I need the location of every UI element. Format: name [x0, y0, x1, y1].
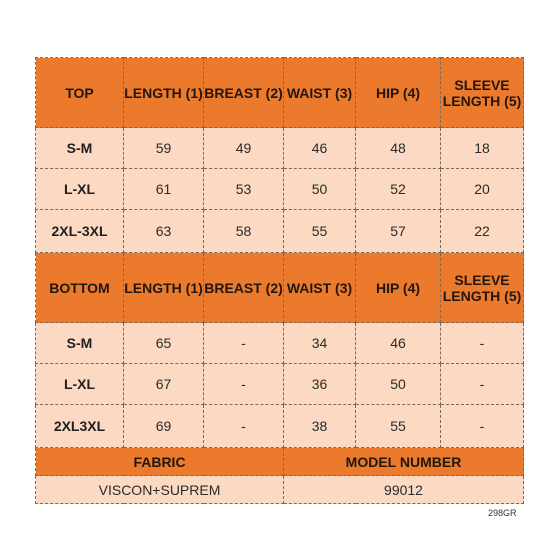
column-header-length: LENGTH (1): [124, 253, 204, 323]
model-number-label: MODEL NUMBER: [284, 448, 524, 476]
cell-value: -: [204, 323, 284, 364]
cell-value: 46: [284, 128, 356, 169]
cell-value: 50: [356, 364, 441, 405]
cell-value: 55: [356, 405, 441, 448]
table-row: [36, 364, 524, 405]
top-header-row: [36, 58, 524, 128]
cell-value: 20: [441, 169, 524, 210]
cell-value: -: [441, 364, 524, 405]
cell-value: 34: [284, 323, 356, 364]
table-row: [36, 405, 524, 448]
cell-value: 58: [204, 210, 284, 253]
cell-value: 53: [204, 169, 284, 210]
cell-value: -: [441, 405, 524, 448]
column-header-hip: HIP (4): [356, 253, 441, 323]
cell-value: 18: [441, 128, 524, 169]
size-label: S-M: [36, 128, 124, 169]
column-header-hip: HIP (4): [356, 58, 441, 128]
size-table: [35, 57, 524, 504]
cell-value: 52: [356, 169, 441, 210]
section-label-bottom: BOTTOM: [36, 253, 124, 323]
product-code: 298GR: [488, 508, 517, 518]
column-header-waist: WAIST (3): [284, 58, 356, 128]
cell-value: 61: [124, 169, 204, 210]
cell-value: -: [441, 323, 524, 364]
cell-value: 38: [284, 405, 356, 448]
column-header-breast: BREAST (2): [204, 253, 284, 323]
column-header-length: LENGTH (1): [124, 58, 204, 128]
column-header-sleeve-length: SLEEVE LENGTH (5): [441, 253, 524, 323]
cell-value: 48: [356, 128, 441, 169]
size-label: 2XL3XL: [36, 405, 124, 448]
table-row: [36, 128, 524, 169]
cell-value: 46: [356, 323, 441, 364]
fabric-label: FABRIC: [36, 448, 284, 476]
size-label: L-XL: [36, 364, 124, 405]
cell-value: 55: [284, 210, 356, 253]
cell-value: 63: [124, 210, 204, 253]
column-header-sleeve-length: SLEEVE LENGTH (5): [441, 58, 524, 128]
table-row: [36, 169, 524, 210]
cell-value: 65: [124, 323, 204, 364]
cell-value: 67: [124, 364, 204, 405]
fabric-value: VISCON+SUPREM: [36, 476, 284, 504]
cell-value: 69: [124, 405, 204, 448]
size-label: S-M: [36, 323, 124, 364]
cell-value: -: [204, 364, 284, 405]
table-row: [36, 210, 524, 253]
footer-header-row: [36, 448, 524, 476]
model-number-value: 99012: [284, 476, 524, 504]
column-header-waist: WAIST (3): [284, 253, 356, 323]
size-label: L-XL: [36, 169, 124, 210]
size-label: 2XL-3XL: [36, 210, 124, 253]
size-chart: [35, 57, 523, 504]
cell-value: 50: [284, 169, 356, 210]
column-header-breast: BREAST (2): [204, 58, 284, 128]
section-label-top: TOP: [36, 58, 124, 128]
cell-value: 36: [284, 364, 356, 405]
cell-value: 22: [441, 210, 524, 253]
bottom-header-row: [36, 253, 524, 323]
cell-value: 57: [356, 210, 441, 253]
cell-value: 59: [124, 128, 204, 169]
footer-value-row: [36, 476, 524, 504]
table-row: [36, 323, 524, 364]
cell-value: -: [204, 405, 284, 448]
cell-value: 49: [204, 128, 284, 169]
